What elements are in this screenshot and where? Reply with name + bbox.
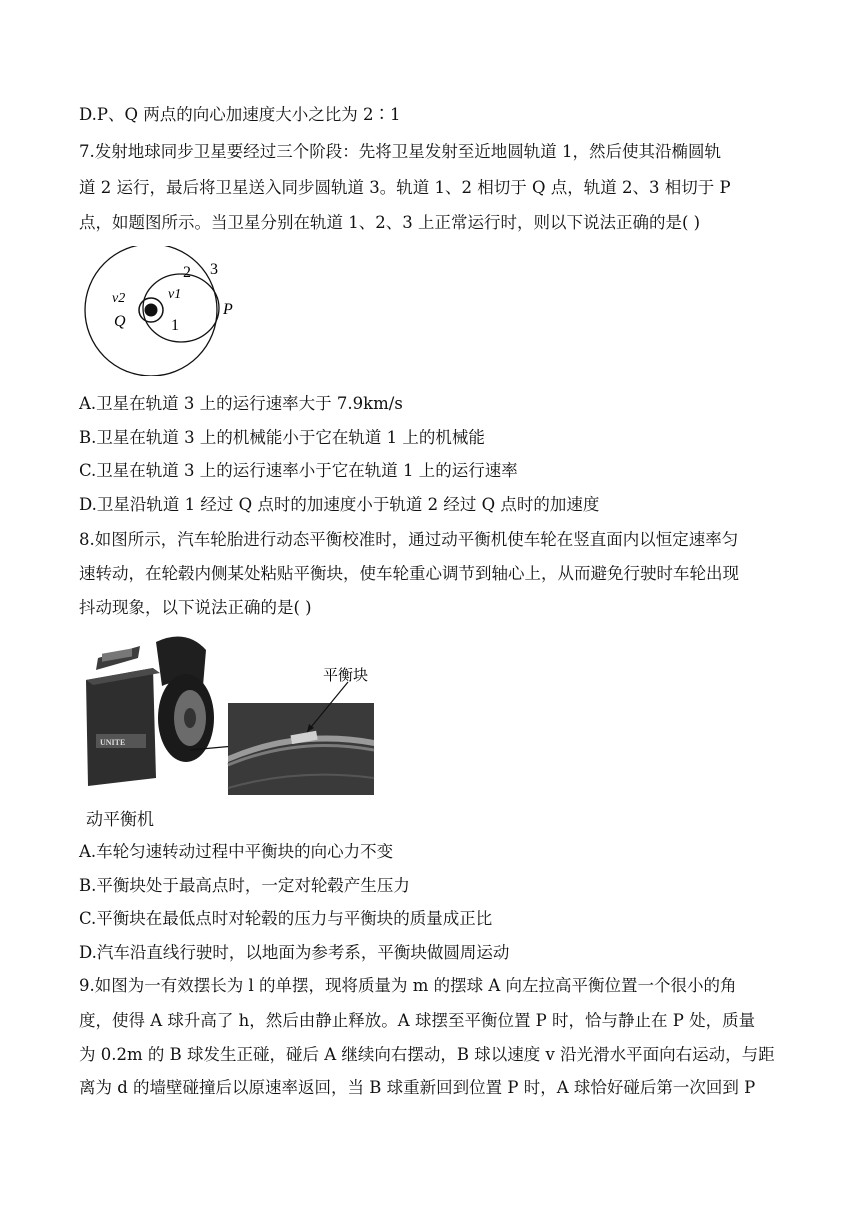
earth-icon — [145, 304, 158, 317]
wheel-balancer-figure — [78, 628, 378, 800]
option-d-q7: D.卫星沿轨道 1 经过 Q 点时的加速度小于轨道 2 经过 Q 点时的加速度 — [79, 495, 600, 514]
machine-body — [86, 668, 156, 786]
label-q: Q — [114, 313, 126, 330]
option-c-q7: C.卫星在轨道 3 上的运行速率小于它在轨道 1 上的运行速率 — [79, 461, 518, 480]
balance-weight-label: 平衡块 — [323, 668, 369, 684]
question-8-line-1: 8.如图所示，汽车轮胎进行动态平衡校准时，通过动平衡机使车轮在竖直面内以恒定速率匀 — [79, 530, 739, 549]
figure-caption: 动平衡机 — [86, 810, 154, 830]
question-7-line-3: 点，如题图所示。当卫星分别在轨道 1、2、3 上正常运行时，则以下说法正确的是( ) — [79, 213, 701, 232]
question-9-line-3: 为 0.2m 的 B 球发生正碰，碰后 A 继续向右摆动，B 球以速度 v 沿光滑水平面向右运动，与距 — [79, 1045, 775, 1064]
question-8-line-3: 抖动现象，以下说法正确的是( ) — [79, 598, 312, 617]
question-7-line-2: 道 2 运行，最后将卫星送入同步圆轨道 3。轨道 1、2 相切于 Q 点，轨道 2、3 相切于 P — [79, 178, 731, 197]
brand-label: UNITE — [100, 738, 126, 747]
label-3: 3 — [210, 261, 218, 278]
option-b-q8: B.平衡块处于最高点时，一定对轮毂产生压力 — [79, 876, 410, 895]
label-p: P — [223, 301, 233, 318]
orbit-diagram — [75, 246, 245, 376]
label-v1: v1 — [168, 287, 182, 302]
option-d-q6: D.P、Q 两点的向心加速度大小之比为 2∶1 — [79, 105, 401, 124]
label-v2: v2 — [112, 291, 126, 306]
label-2: 2 — [183, 264, 191, 281]
option-b-q7: B.卫星在轨道 3 上的机械能小于它在轨道 1 上的机械能 — [79, 428, 485, 447]
option-a-q8: A.车轮匀速转动过程中平衡块的向心力不变 — [79, 842, 394, 861]
option-d-q8: D.汽车沿直线行驶时，以地面为参考系，平衡块做圆周运动 — [79, 943, 510, 962]
question-7-line-1: 7.发射地球同步卫星要经过三个阶段：先将卫星发射至近地圆轨道 1，然后使其沿椭圆轨 — [79, 142, 721, 161]
question-9-line-2: 度，使得 A 球升高了 h，然后由静止释放。A 球摆至平衡位置 P 时，恰与静止在 P 处，质量 — [79, 1011, 756, 1030]
question-8-line-2: 速转动，在轮毂内侧某处粘贴平衡块，使车轮重心调节到轴心上，从而避免行驶时车轮出现 — [79, 564, 739, 583]
label-1: 1 — [171, 317, 179, 334]
question-9-line-1: 9.如图为一有效摆长为 l 的单摆，现将质量为 m 的摆球 A 向左拉高平衡位置一个很小的角 — [79, 976, 737, 995]
question-9-line-4: 离为 d 的墙壁碰撞后以原速率返回，当 B 球重新回到位置 P 时，A 球恰好碰后第一次回到 P — [79, 1078, 756, 1097]
option-a-q7: A.卫星在轨道 3 上的运行速率大于 7.9km/s — [79, 394, 403, 413]
option-c-q8: C.平衡块在最低点时对轮毂的压力与平衡块的质量成正比 — [79, 909, 493, 928]
